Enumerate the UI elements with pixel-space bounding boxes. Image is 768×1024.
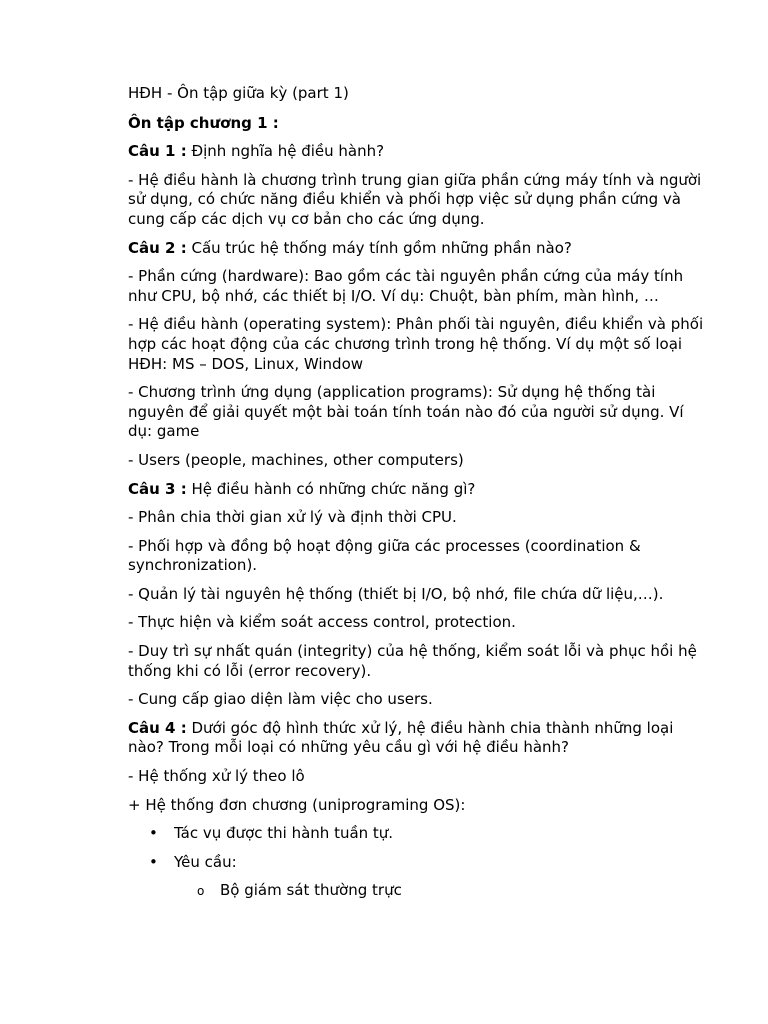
- question-4-text: Dưới góc độ hình thức xử lý, hệ điều hành chia thành những loại nào? Trong mỗi loại có những yêu cầu gì với hệ điều hành?: [128, 718, 674, 757]
- question-1-label: Câu 1 :: [128, 142, 187, 161]
- question-2-text: Cấu trúc hệ thống máy tính gồm những phần nào?: [186, 238, 572, 257]
- question-2-answer: - Chương trình ứng dụng (application programs): Sử dụng hệ thống tài nguyên để giải quyết một bài toán tính toán nào đó của người sử dụng. Ví dụ: game: [128, 383, 684, 441]
- question-1: [128, 142, 704, 162]
- question-2-answer: - Phần cứng (hardware): Bao gồm các tài nguyên phần cứng của máy tính như CPU, bộ nhớ, các thiết bị I/O. Ví dụ: Chuột, bàn phím, màn hình, …: [128, 267, 684, 305]
- question-4-answer: - Hệ thống xử lý theo lô: [128, 767, 305, 786]
- sub-bullet-item: [174, 881, 704, 901]
- question-4: [128, 719, 704, 758]
- question-3-answer: - Phối hợp và đồng bộ hoạt động giữa các processes (coordination & synchronization).: [128, 536, 641, 575]
- sub-bullet-item-text: Bộ giám sát thường trực: [220, 881, 402, 900]
- document-page: [128, 84, 704, 910]
- question-3-answer: - Phân chia thời gian xử lý và định thời CPU.: [128, 508, 457, 527]
- question-2-label: Câu 2 :: [128, 238, 187, 257]
- question-3-answer: - Thực hiện và kiểm soát access control, protection.: [128, 613, 516, 632]
- bullet-item-text: Tác vụ được thi hành tuần tự.: [174, 824, 394, 843]
- bullet-item: [128, 853, 704, 901]
- question-3-label: Câu 3 :: [128, 479, 187, 498]
- question-3: [128, 480, 704, 500]
- question-3-answer: - Duy trì sự nhất quán (integrity) của hệ thống, kiểm soát lỗi và phục hồi hệ thống khi có lỗi (error recovery).: [128, 642, 697, 680]
- question-2: [128, 239, 704, 259]
- document-title: HĐH - Ôn tập giữa kỳ (part 1): [128, 84, 349, 102]
- bullet-item-text: Yêu cầu:: [174, 852, 237, 871]
- question-2-answer: - Hệ điều hành (operating system): Phân phối tài nguyên, điều khiển và phối hợp các hoạt động của các chương trình trong hệ thống. Ví dụ một số loại HĐH: MS – DOS, Linux, Window: [128, 315, 704, 373]
- sub-bullet-list: [174, 881, 704, 901]
- question-3-text: Hệ điều hành có những chức năng gì?: [186, 479, 476, 498]
- chapter-heading: [128, 114, 704, 134]
- question-4-answer: + Hệ thống đơn chương (uniprograming OS):: [128, 795, 466, 814]
- bullet-item: [128, 824, 704, 844]
- question-4-label: Câu 4 :: [128, 718, 187, 737]
- question-3-answer: - Quản lý tài nguyên hệ thống (thiết bị I/O, bộ nhớ, file chứa dữ liệu,…).: [128, 584, 664, 603]
- question-1-text: Định nghĩa hệ điều hành?: [186, 142, 385, 161]
- bullet-list: [128, 824, 704, 901]
- question-3-answer: - Cung cấp giao diện làm việc cho users.: [128, 690, 433, 709]
- chapter-heading-text: Ôn tập chương 1 :: [128, 113, 279, 132]
- question-1-answer: - Hệ điều hành là chương trình trung gian giữa phần cứng máy tính và người sử dụng, có chức năng điều khiển và phối hợp việc sử dụng phần cứng và cung cấp các dịch vụ cơ bản cho các ứng dụng.: [128, 170, 702, 228]
- question-2-answer: - Users (people, machines, other computers): [128, 450, 464, 469]
